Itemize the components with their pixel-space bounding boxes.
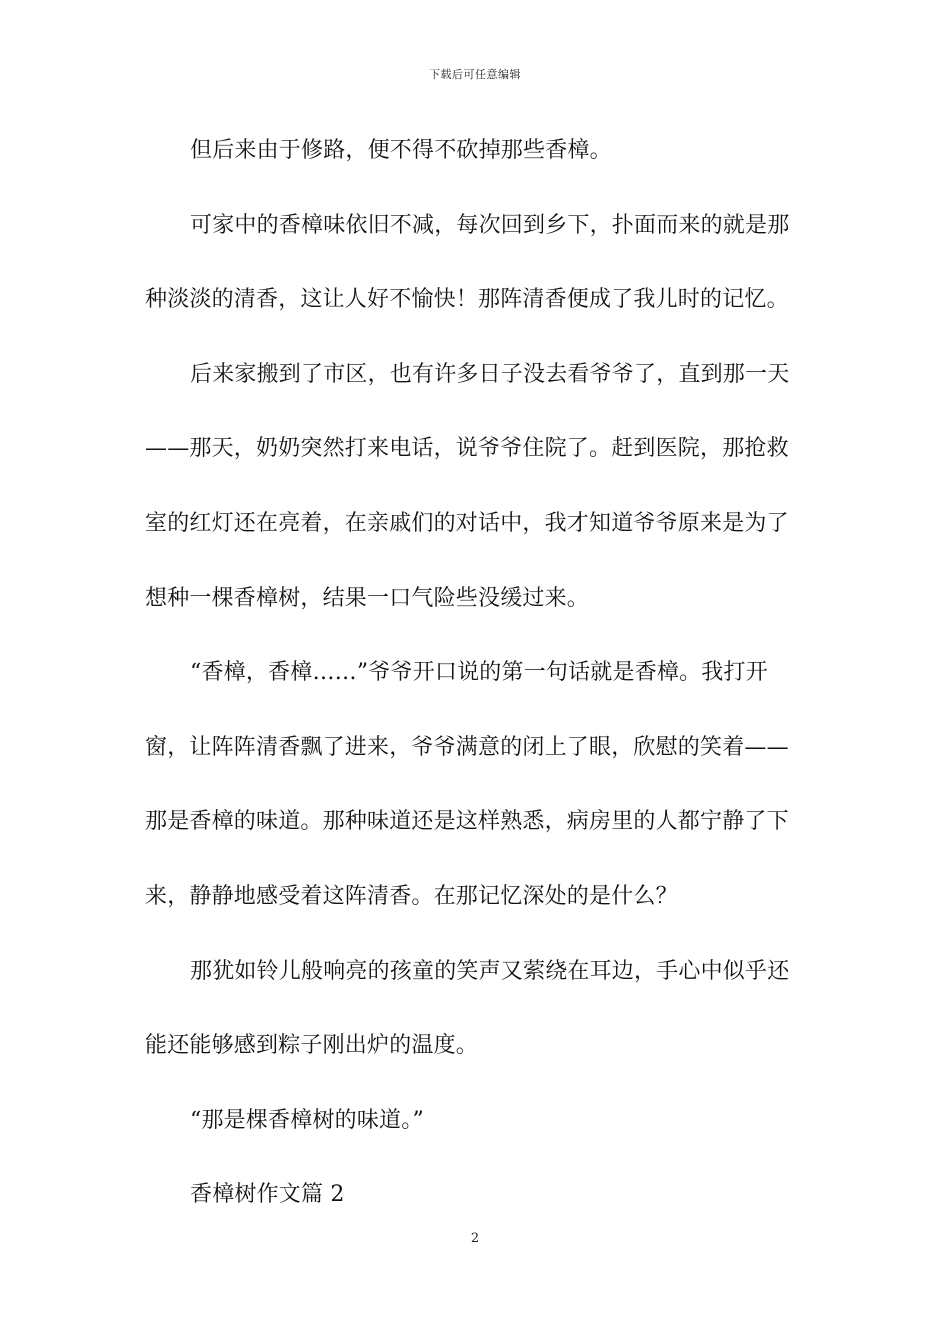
paragraph-line: “香樟，香樟……”爷爷开口说的第一句话就是香樟。我打开 <box>190 660 768 686</box>
paragraph-line: 窗，让阵阵清香飘了进来，爷爷满意的闭上了眼，欣慰的笑着—— <box>145 734 789 760</box>
paragraph-line: 那犹如铃儿般响亮的孩童的笑声又萦绕在耳边，手心中似乎还 <box>190 958 790 984</box>
paragraph-line: 能还能够感到粽子刚出炉的温度。 <box>145 1033 479 1059</box>
paragraph-line: “那是棵香樟树的味道。” <box>190 1107 424 1133</box>
page-number: 2 <box>470 1231 480 1246</box>
paragraph-line: 后来家搬到了市区，也有许多日子没去看爷爷了，直到那一天 <box>190 361 790 387</box>
paragraph-line: 来，静静地感受着这阵清香。在那记忆深处的是什么？ <box>145 883 678 909</box>
paragraph-line: 但后来由于修路，便不得不砍掉那些香樟。 <box>190 138 612 163</box>
body-text <box>145 132 810 1251</box>
paragraph-line: 室的红灯还在亮着，在亲戚们的对话中，我才知道爷爷原来是为了 <box>145 510 789 536</box>
paragraph-line: 可家中的香樟味依旧不减，每次回到乡下，扑面而来的就是那 <box>190 212 790 238</box>
paragraph-line: 那是香樟的味道。那种味道还是这样熟悉，病房里的人都宁静了下 <box>145 809 789 835</box>
page-header: 下载后可任意编辑 <box>429 68 521 81</box>
paragraph-line: 想种一棵香樟树，结果一口气险些没缓过来。 <box>145 585 590 611</box>
paragraph-line: ——那天，奶奶突然打来电话，说爷爷住院了。赶到医院，那抢救 <box>145 436 789 462</box>
section-heading: 香樟树作文篇 2 <box>190 1182 345 1208</box>
paragraph-line: 种淡淡的清香，这让人好不愉快！那阵清香便成了我儿时的记忆。 <box>145 287 789 313</box>
